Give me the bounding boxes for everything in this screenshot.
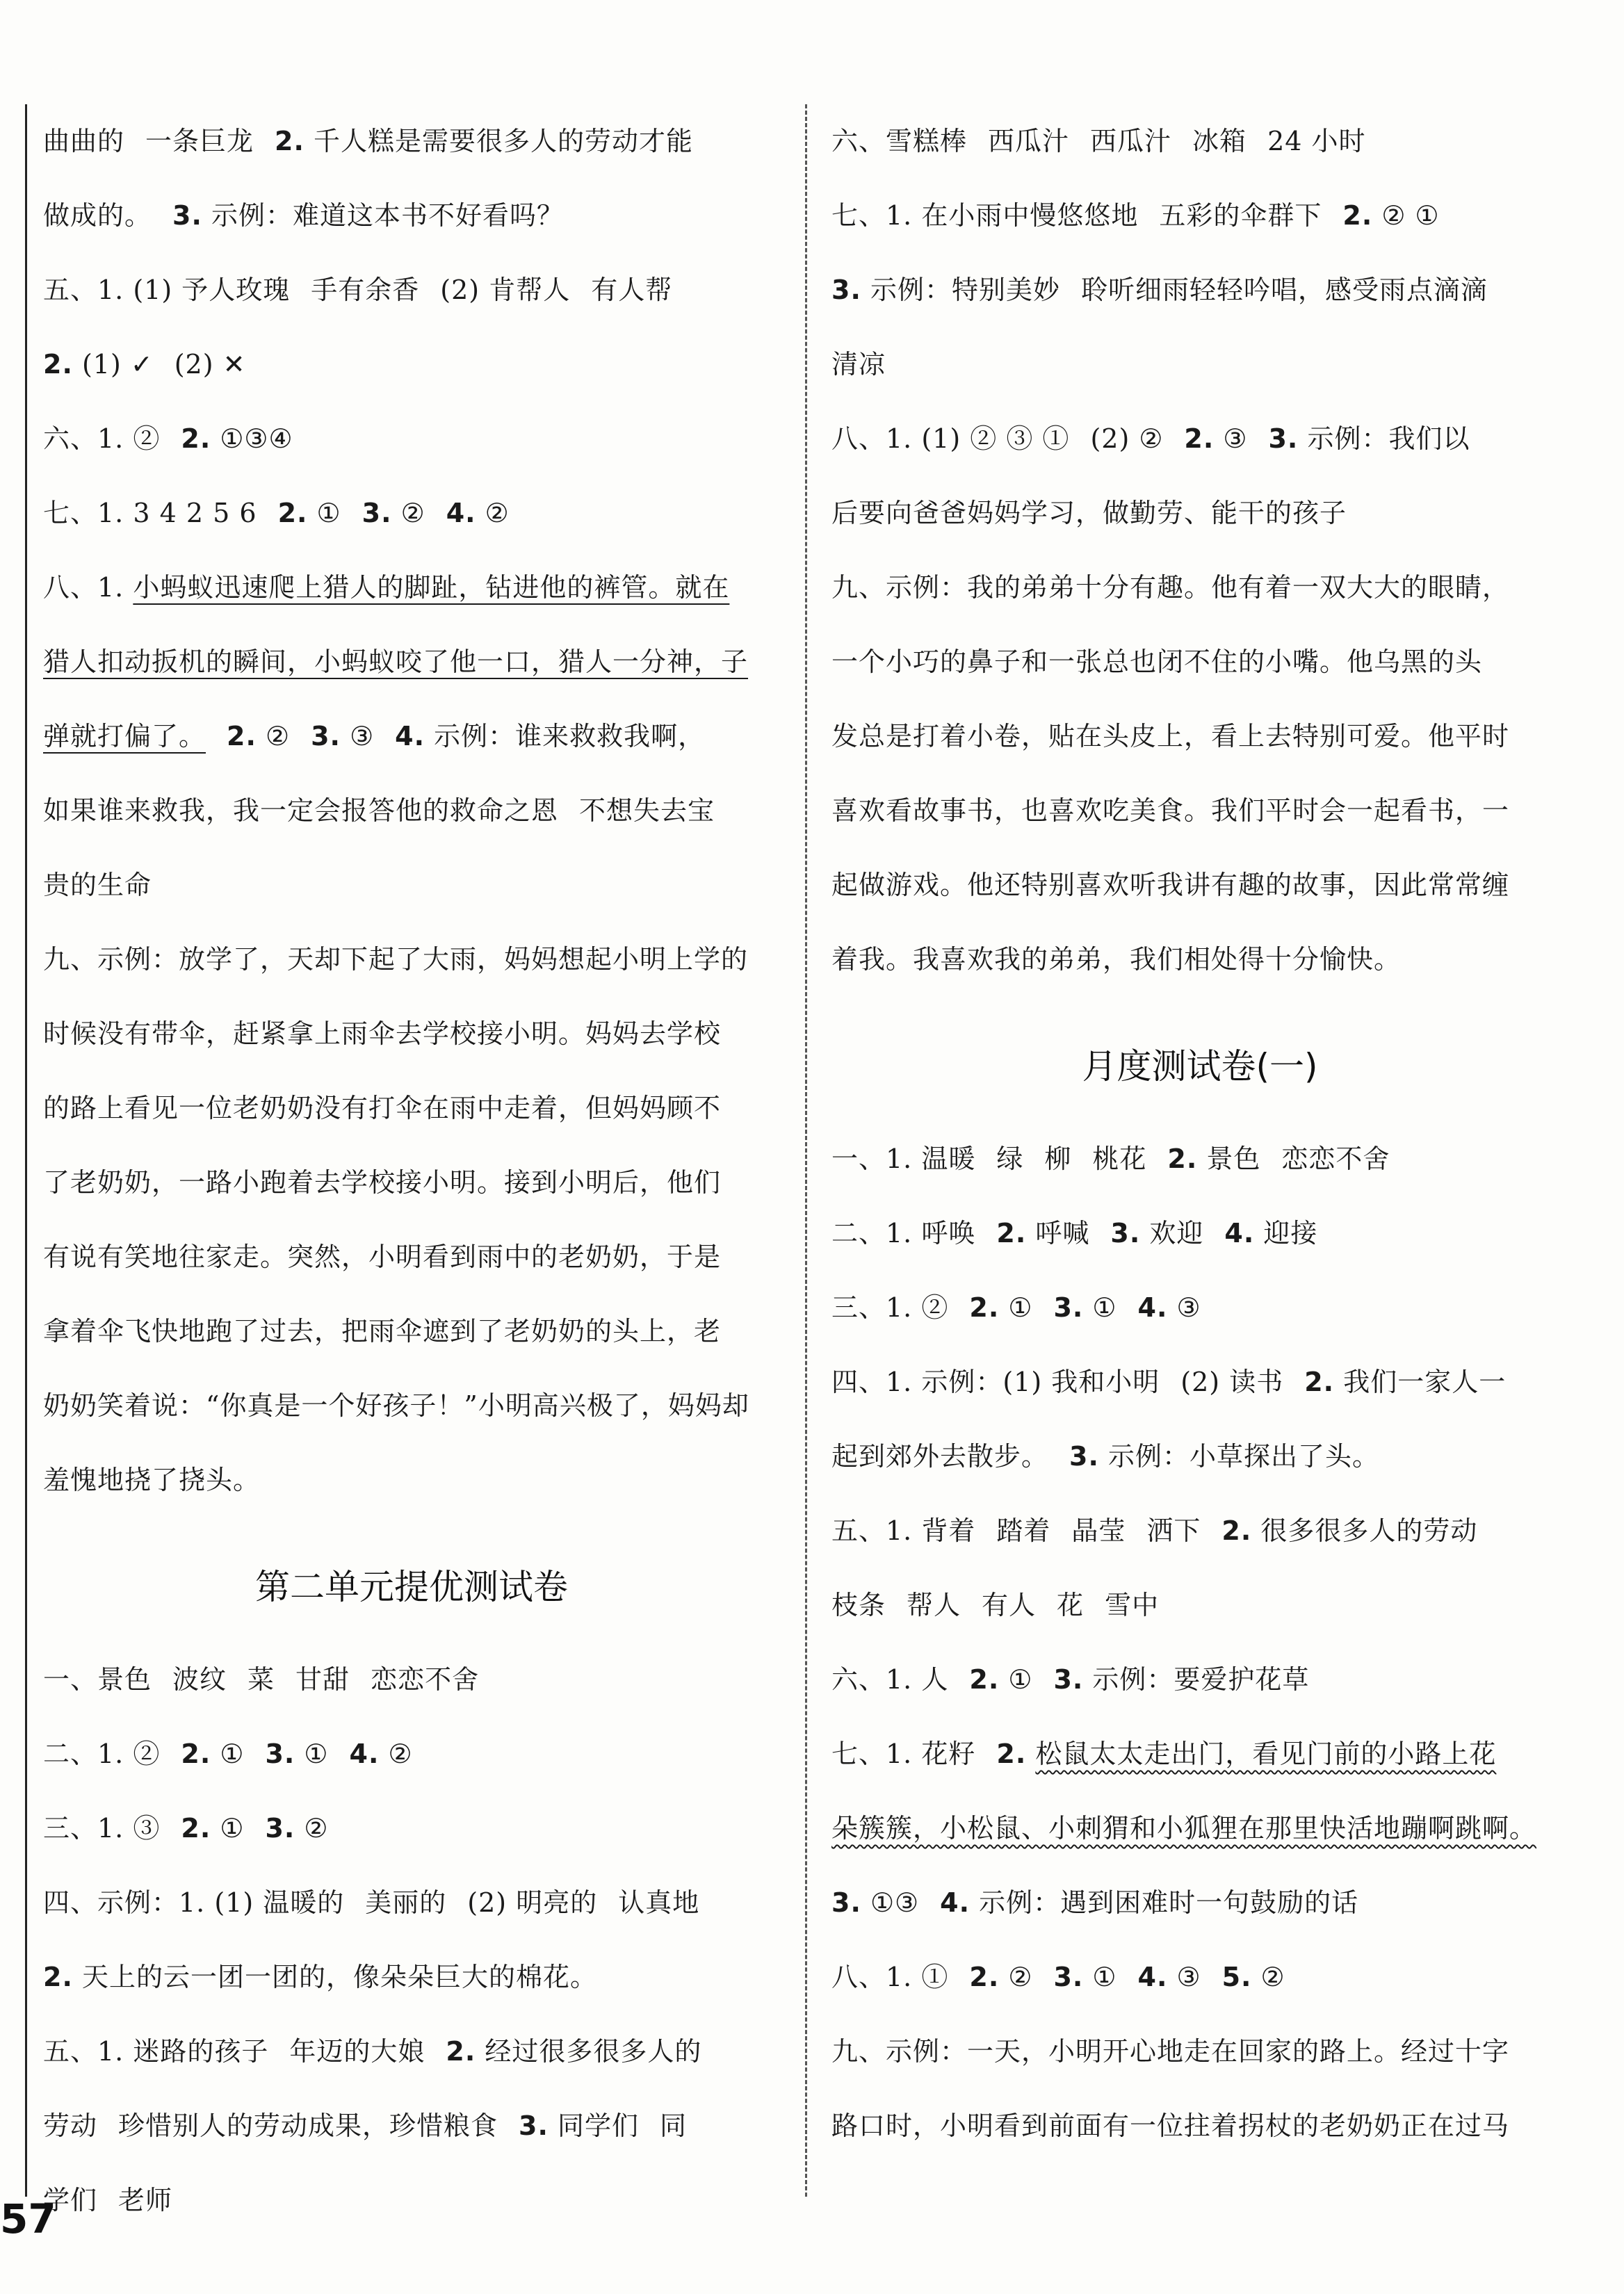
page-number: 57	[0, 2195, 56, 2243]
underlined-answer: 小蚂蚁迅速爬上猎人的脚趾，钻进他的裤管。就在	[133, 572, 730, 603]
text-line: 六、1. 人 2. ① 3. 示例：要爱护花草	[831, 1664, 1310, 1695]
text-line: 起到郊外去散步。 3. 示例：小草探出了头。	[831, 1441, 1380, 1472]
text-line	[43, 625, 780, 699]
text-line: 四、示例：1. (1) 温暖的 美丽的 (2) 明亮的 认真地	[43, 1887, 700, 1918]
text-line: 五、1. 背着 踏着 晶莹 洒下 2. 很多很多人的劳动	[831, 1515, 1478, 1546]
text-line: 三、1. ③ 2. ① 3. ②	[43, 1813, 329, 1844]
text-line: 一个小巧的鼻子和一张总也闭不住的小嘴。他乌黑的头	[831, 646, 1483, 677]
column-divider	[805, 104, 807, 2197]
text-line: 学们 老师	[43, 2185, 173, 2215]
text-line: 七、1. 花籽 2. 松鼠太太走出门，看见门前的小路上花	[831, 1739, 1497, 1769]
text-line: 发总是打着小卷，贴在头皮上，看上去特别可爱。他平时	[831, 721, 1510, 751]
text-line: 后要向爸爸妈妈学习，做勤劳、能干的孩子	[831, 498, 1347, 528]
text-line: 有说有笑地往家走。突然，小明看到雨中的老奶奶，于是	[43, 1242, 722, 1272]
text-line: 六、雪糕棒 西瓜汁 西瓜汁 冰箱 24 小时	[831, 126, 1366, 156]
text-line: 弹就打偏了。 2. ② 3. ③ 4. 示例：谁来救救我啊，	[43, 721, 706, 751]
text-line: 了老奶奶，一路小跑着去学校接小明。接到小明后，他们	[43, 1167, 722, 1198]
text-line: 如果谁来救我，我一定会报答他的救命之恩 不想失去宝	[43, 795, 715, 826]
text-line: 九、示例：一天，小明开心地走在回家的路上。经过十字	[831, 2036, 1510, 2067]
text-line: 2. 天上的云一团一团的，像朵朵巨大的棉花。	[43, 1962, 597, 1992]
left-margin-rule	[25, 104, 27, 2197]
text-line: 劳动 珍惜别人的劳动成果，珍惜粮食 3. 同学们 同	[43, 2110, 688, 2141]
text-line: 枝条 帮人 有人 花 雪中	[831, 1590, 1160, 1620]
text-line: 起做游戏。他还特别喜欢听我讲有趣的故事，因此常常缠	[831, 870, 1510, 900]
text-line: 清凉	[831, 349, 886, 380]
text-line: 喜欢看故事书，也喜欢吃美食。我们平时会一起看书，一	[831, 795, 1510, 826]
text-line: 二、1. 呼唤 2. 呼喊 3. 欢迎 4. 迎接	[831, 1218, 1318, 1248]
text-line: 一、景色 波纹 菜 甘甜 恋恋不舍	[43, 1664, 480, 1695]
text-line: 3. 示例：特别美妙 聆听细雨轻轻吟唱，感受雨点滴滴	[831, 275, 1488, 305]
text-line: 八、1. (1) ② ③ ① (2) ② 2. ③ 3. 示例：我们以	[831, 423, 1470, 454]
text-line: 四、1. 示例：(1) 我和小明 (2) 读书 2. 我们一家人一	[831, 1367, 1507, 1397]
text-line: 奶奶笑着说：“你真是一个好孩子！”小明高兴极了，妈妈却	[43, 1390, 749, 1421]
text-line: 一、1. 温暖 绿 柳 桃花 2. 景色 恋恋不舍	[831, 1144, 1390, 1174]
text-line: 拿着伞飞快地跑了过去，把雨伞遮到了老奶奶的头上，老	[43, 1316, 722, 1347]
text-line: 五、1. (1) 予人玫瑰 手有余香 (2) 肯帮人 有人帮	[43, 275, 673, 305]
text-line: 五、1. 迷路的孩子 年迈的大娘 2. 经过很多很多人的	[43, 2036, 702, 2067]
text-line: 时候没有带伞，赶紧拿上雨伞去学校接小明。妈妈去学校	[43, 1018, 722, 1049]
text-line: 的路上看见一位老奶奶没有打伞在雨中走着，但妈妈顾不	[43, 1093, 722, 1123]
text-line: 二、1. ② 2. ① 3. ① 4. ②	[43, 1739, 413, 1769]
right-column	[831, 104, 1568, 2163]
text-line: 曲曲的 一条巨龙 2. 千人糕是需要很多人的劳动才能	[43, 126, 694, 156]
text-line: 2. (1) ✓ (2) ✕	[43, 349, 246, 380]
text-line: 做成的。 3. 示例：难道这本书不好看吗？	[43, 200, 565, 231]
wavy-underlined-answer: 松鼠太太走出门，看见门前的小路上花	[1035, 1739, 1497, 1769]
text-line: 路口时，小明看到前面有一位拄着拐杖的老奶奶正在过马	[831, 2110, 1510, 2141]
text-line: 九、示例：放学了，天却下起了大雨，妈妈想起小明上学的	[43, 944, 749, 975]
text-line: 着我。我喜欢我的弟弟，我们相处得十分愉快。	[831, 944, 1402, 975]
underlined-answer: 猎人扣动扳机的瞬间，小蚂蚁咬了他一口，猎人一分神，子	[43, 646, 749, 677]
text-line: 八、1. ① 2. ② 3. ① 4. ③ 5. ②	[831, 1962, 1285, 1992]
text-line: 3. ①③ 4. 示例：遇到困难时一句鼓励的话	[831, 1887, 1359, 1918]
left-column	[43, 104, 780, 2238]
text-line: 羞愧地挠了挠头。	[43, 1465, 261, 1495]
wavy-underlined-answer: 朵簇簇，小松鼠、小刺猬和小狐狸在那里快活地蹦啊跳啊。	[831, 1813, 1537, 1844]
text-line: 七、1. 3 4 2 5 6 2. ① 3. ② 4. ②	[43, 498, 510, 528]
text-line: 三、1. ② 2. ① 3. ① 4. ③	[831, 1292, 1201, 1323]
section-title: 月度测试卷(一)	[1082, 1046, 1318, 1087]
section-title: 第二单元提优测试卷	[255, 1567, 568, 1607]
underlined-answer: 弹就打偏了。	[43, 721, 206, 751]
text-line: 贵的生命	[43, 870, 152, 900]
text-line: 八、1. 小蚂蚁迅速爬上猎人的脚趾，钻进他的裤管。就在	[43, 572, 730, 603]
text-line: 九、示例：我的弟弟十分有趣。他有着一双大大的眼睛，	[831, 572, 1510, 603]
text-line: 七、1. 在小雨中慢悠悠地 五彩的伞群下 2. ② ①	[831, 200, 1440, 231]
text-line: 六、1. ② 2. ①③④	[43, 423, 293, 454]
text-line	[831, 1791, 1568, 1866]
